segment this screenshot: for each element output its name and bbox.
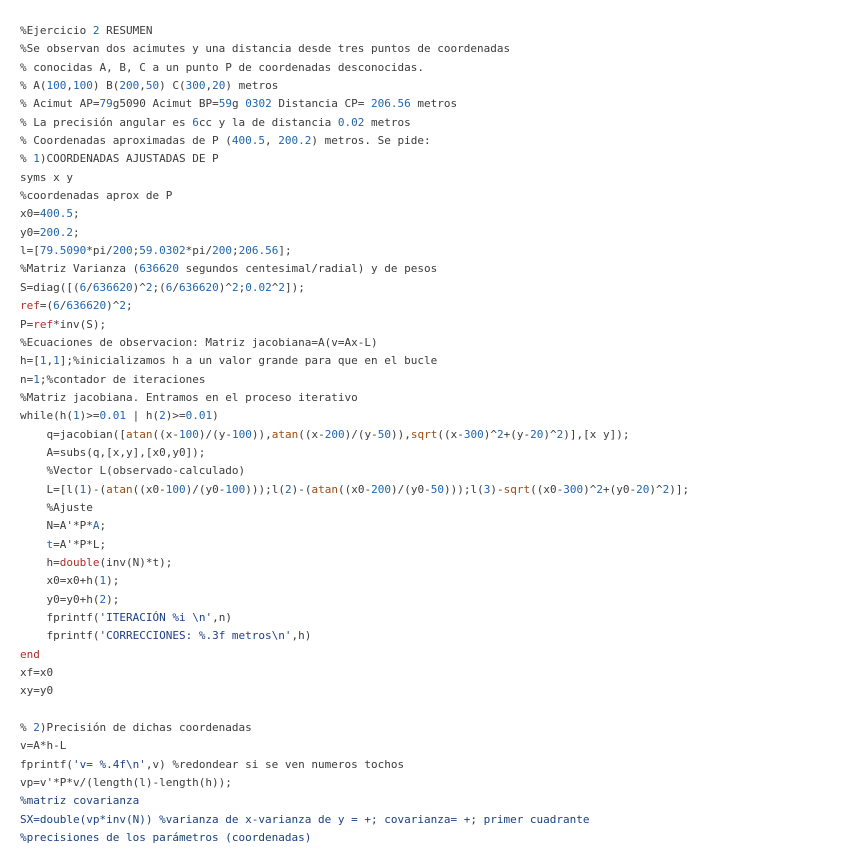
- code-line[interactable]: [20, 426, 840, 444]
- code-token: xy=y0: [20, 684, 54, 698]
- code-token: 20: [636, 482, 650, 496]
- code-token: segundos centesimal/radial) y de pesos: [178, 262, 438, 276]
- code-line[interactable]: [20, 389, 840, 407]
- code-token: )],[x y]);: [563, 427, 630, 441]
- code-token: %: [20, 152, 34, 166]
- code-token: 2: [496, 427, 504, 441]
- code-token: 2: [662, 482, 670, 496]
- code-line[interactable]: [20, 371, 840, 389]
- code-token: ((x-: [437, 427, 464, 441]
- code-token: g5090 Acimut BP=: [112, 97, 219, 111]
- code-token: ];: [278, 244, 292, 258]
- code-token: sqrt: [410, 427, 438, 441]
- code-area[interactable]: [20, 22, 840, 847]
- code-line[interactable]: [20, 205, 840, 223]
- code-line[interactable]: [20, 774, 840, 792]
- code-token: % A(: [20, 79, 47, 93]
- code-token: 1: [72, 409, 80, 423]
- code-token: %Ajuste: [20, 500, 93, 514]
- code-token: y0=: [20, 225, 40, 239]
- code-token: x0=: [20, 207, 40, 221]
- code-token: =(: [39, 299, 54, 313]
- code-line[interactable]: [20, 756, 840, 774]
- code-token: )/(y0-: [390, 482, 431, 496]
- code-line[interactable]: [20, 481, 840, 499]
- code-token: ^: [271, 280, 279, 294]
- code-token: 0302: [245, 97, 272, 111]
- code-token: Distancia CP=: [271, 97, 372, 111]
- code-token: % La precisión angular es: [20, 115, 193, 129]
- code-token: ;%contador de iteraciones: [39, 372, 206, 386]
- code-token: 59.0302: [139, 244, 186, 258]
- code-token: 2: [92, 24, 100, 37]
- code-token: S=diag([(: [20, 280, 80, 294]
- code-token: 206.56: [371, 97, 411, 111]
- code-token: end: [20, 647, 40, 661]
- code-token: 100: [178, 427, 199, 441]
- code-token: 2: [145, 280, 153, 294]
- code-token: /: [86, 280, 93, 294]
- code-token: )^: [583, 482, 597, 496]
- code-token: 1: [33, 152, 40, 166]
- code-line[interactable]: [20, 334, 840, 352]
- code-token: v=A*h-L: [20, 739, 67, 753]
- code-token: %coordenadas aprox de P: [20, 189, 173, 203]
- code-token: atan: [311, 482, 338, 496]
- code-token: 1: [33, 372, 40, 386]
- code-token: /: [59, 299, 67, 313]
- code-token: 0.02: [245, 280, 272, 294]
- code-token: 2: [278, 280, 285, 294]
- code-token: (inv(N)*t);: [99, 555, 173, 569]
- code-token: )COORDENADAS AJUSTADAS DE P: [39, 152, 219, 166]
- code-line[interactable]: [20, 646, 840, 664]
- code-line[interactable]: [20, 260, 840, 278]
- code-token: %Se observan dos acimutes y una distancia desde tres puntos de coordenadas: [20, 42, 511, 56]
- code-token: )-: [490, 482, 504, 496]
- code-token: ((x0-: [337, 482, 372, 496]
- code-token: 206.56: [238, 244, 279, 258]
- code-token: ) metros. Se pide:: [311, 134, 431, 148]
- code-token: ): [212, 409, 219, 423]
- code-token: 400.5: [39, 207, 73, 221]
- code-token: 0.01: [99, 409, 126, 423]
- code-token: )Precisión de dichas coordenadas: [39, 721, 252, 735]
- code-token: )/(y0-: [185, 482, 226, 496]
- code-token: ;: [73, 225, 80, 239]
- code-token: 20: [530, 427, 544, 441]
- code-token: q=jacobian([: [20, 427, 126, 441]
- code-line[interactable]: [20, 792, 840, 810]
- code-token: RESUMEN: [99, 24, 153, 37]
- code-token: )/(y-: [344, 427, 378, 441]
- code-token: 1: [99, 574, 107, 588]
- code-token: 79: [99, 97, 113, 111]
- code-token: A=subs(q,[x,y],[x0,y0]);: [20, 445, 206, 459]
- code-token: 79.5090: [39, 244, 87, 258]
- code-token: )),: [251, 427, 272, 441]
- code-token: atan: [271, 427, 299, 441]
- code-token: ((x0-: [132, 482, 166, 496]
- code-token: 50: [145, 79, 160, 93]
- code-line[interactable]: [20, 224, 840, 242]
- code-line[interactable]: [20, 627, 840, 645]
- code-line[interactable]: [20, 444, 840, 462]
- code-token: [20, 538, 47, 551]
- code-token: )-(: [86, 482, 107, 496]
- code-line[interactable]: [20, 829, 840, 847]
- code-token: )];: [669, 482, 690, 496]
- code-line[interactable]: [20, 40, 840, 58]
- code-token: 1: [79, 482, 87, 496]
- code-token: fprintf(: [20, 629, 100, 643]
- code-token: ,: [46, 354, 54, 368]
- code-token: vp=v'*P*v/(length(l)-length(h));: [20, 776, 232, 790]
- code-token: 200: [324, 427, 345, 441]
- code-line[interactable]: [20, 719, 840, 737]
- code-line[interactable]: [20, 316, 840, 334]
- code-line[interactable]: [20, 609, 840, 627]
- code-token: ,v) %redondear si se ven numeros tochos: [145, 757, 405, 771]
- code-token: 200: [119, 79, 140, 93]
- code-token: ) metros: [225, 79, 279, 93]
- code-token: ,: [265, 134, 279, 148]
- code-token: P=: [20, 317, 34, 331]
- code-token: )^: [218, 280, 232, 294]
- code-token: 200.2: [278, 134, 312, 148]
- code-token: ,n): [212, 611, 232, 624]
- code-line[interactable]: [20, 572, 840, 590]
- code-token: )^: [132, 280, 146, 294]
- code-token: h=: [20, 555, 60, 569]
- code-token: ) C(: [159, 79, 186, 93]
- code-token: double: [59, 555, 100, 569]
- code-line[interactable]: [20, 114, 840, 132]
- code-token: 50: [430, 482, 444, 496]
- code-token: )^: [649, 482, 663, 496]
- code-token: A: [92, 519, 100, 533]
- code-token: ,h): [291, 629, 312, 643]
- code-token: %Matriz jacobiana. Entramos en el proceso iterativo: [20, 390, 358, 404]
- code-token: cc y la de distancia: [198, 115, 338, 129]
- code-token: 200: [112, 244, 133, 258]
- code-token: 'CORRECCIONES: %.3f metros\n': [99, 629, 292, 643]
- code-token: 2: [99, 592, 107, 606]
- code-line[interactable]: [20, 59, 840, 77]
- code-token: metros: [410, 97, 458, 111]
- code-token: ,: [205, 79, 213, 93]
- code-line[interactable]: [20, 77, 840, 95]
- code-line[interactable]: [20, 187, 840, 205]
- code-token: )>=: [79, 409, 100, 423]
- code-token: 59: [218, 97, 232, 111]
- code-token: ref: [33, 317, 54, 331]
- code-token: 300: [563, 482, 584, 496]
- code-token: N=A'*P*: [20, 519, 93, 533]
- code-line[interactable]: [20, 242, 840, 260]
- code-token: 'ITERACIÓN %i \n': [99, 611, 213, 624]
- code-token: sqrt: [503, 482, 531, 496]
- code-token: ((x0-: [530, 482, 564, 496]
- code-line[interactable]: [20, 554, 840, 572]
- code-token: | h(: [125, 409, 160, 423]
- code-token: /: [172, 280, 179, 294]
- code-token: %Matriz Varianza (: [20, 262, 140, 276]
- code-token: 200: [371, 482, 391, 496]
- code-token: 3: [483, 482, 491, 496]
- code-token: L=[l(: [20, 482, 80, 496]
- code-token: 6: [165, 280, 173, 294]
- code-token: 2: [596, 482, 603, 496]
- code-token: )^: [543, 427, 557, 441]
- code-token: *pi/: [86, 244, 113, 258]
- code-token: SX=double(vp*inv(N)) %varianza de x-varianza de y = +; covarianza= +; primer cuadrante: [20, 812, 590, 826]
- code-line[interactable]: [20, 682, 840, 700]
- code-token: 'v= %.4f\n': [72, 757, 146, 771]
- code-token: 6: [192, 115, 199, 129]
- code-token: 400.5: [231, 134, 266, 148]
- code-token: atan: [106, 482, 133, 496]
- code-token: %precisiones de los parámetros (coordenadas): [20, 831, 312, 845]
- code-token: 100: [225, 482, 246, 496]
- code-token: %matriz covarianza: [20, 794, 140, 808]
- code-token: )),: [390, 427, 411, 441]
- code-token: )^: [106, 299, 120, 313]
- code-token: fprintf(: [20, 611, 100, 624]
- code-line[interactable]: [20, 95, 840, 113]
- code-token: g: [231, 97, 246, 111]
- code-token: ((x-: [152, 427, 179, 441]
- code-token: 636620: [66, 299, 107, 313]
- code-token: xf=x0: [20, 666, 54, 680]
- code-token: 636620: [139, 262, 179, 276]
- code-token: );: [106, 592, 120, 606]
- code-token: )^: [483, 427, 497, 441]
- code-token: fprintf(: [20, 757, 73, 771]
- code-token: 100: [231, 427, 252, 441]
- code-token: +(y0-: [602, 482, 637, 496]
- code-token: ;: [126, 299, 133, 313]
- code-token: %Ejercicio: [20, 24, 93, 37]
- code-line[interactable]: [20, 737, 840, 755]
- code-token: ref: [20, 299, 40, 313]
- code-token: syms x y: [20, 170, 73, 184]
- code-token: ;(: [152, 280, 166, 294]
- code-token: )));l(: [443, 482, 484, 496]
- code-token: 50: [377, 427, 391, 441]
- code-token: y0=y0+h(: [20, 592, 100, 606]
- code-token: 0.02: [337, 115, 365, 129]
- code-line[interactable]: [20, 169, 840, 187]
- code-token: 2: [231, 280, 239, 294]
- code-token: );: [106, 574, 120, 588]
- code-token: 200: [212, 244, 232, 258]
- code-token: 6: [79, 280, 87, 294]
- code-line[interactable]: [20, 150, 840, 168]
- code-token: % Acimut AP=: [20, 97, 100, 111]
- code-token: +(y-: [503, 427, 531, 441]
- code-token: 0.01: [185, 409, 213, 423]
- code-token: metros: [364, 115, 411, 129]
- code-token: 6: [53, 299, 60, 313]
- code-token: *inv(S);: [53, 317, 107, 331]
- code-token: )-(: [291, 482, 312, 496]
- code-line[interactable]: [20, 297, 840, 315]
- code-token: ;: [99, 519, 107, 533]
- code-token: ,: [139, 79, 146, 93]
- code-token: 300: [185, 79, 206, 93]
- code-token: 1: [53, 354, 60, 368]
- code-line[interactable]: [20, 407, 840, 425]
- code-token: l=[: [20, 244, 40, 258]
- code-line[interactable]: [20, 279, 840, 297]
- code-line[interactable]: [20, 536, 840, 554]
- code-token: ,: [66, 79, 73, 93]
- code-token: 2: [284, 482, 292, 496]
- code-token: 100: [73, 79, 93, 93]
- code-token: %Vector L(observado-calculado): [20, 464, 246, 478]
- code-token: % conocidas A, B, C a un punto P de coordenadas desconocidas.: [20, 60, 424, 74]
- code-token: n=: [20, 372, 34, 386]
- code-token: 636620: [92, 280, 133, 294]
- code-token: )));l(: [245, 482, 285, 496]
- code-token: %: [20, 721, 34, 735]
- code-line[interactable]: [20, 499, 840, 517]
- code-token: 200.2: [39, 225, 73, 239]
- code-token: 100: [165, 482, 186, 496]
- code-token: ;: [73, 207, 80, 221]
- code-line[interactable]: [20, 811, 840, 829]
- code-token: ) B(: [92, 79, 120, 93]
- code-token: atan: [125, 427, 153, 441]
- code-token: ;: [132, 244, 140, 258]
- code-token: while(h(: [20, 409, 73, 423]
- code-token: 100: [46, 79, 67, 93]
- code-token: 300: [463, 427, 484, 441]
- code-token: h=[: [20, 354, 40, 368]
- code-line[interactable]: [20, 462, 840, 480]
- code-token: x0=x0+h(: [20, 574, 100, 588]
- code-line[interactable]: [20, 664, 840, 682]
- code-token: )/(y-: [198, 427, 232, 441]
- code-token: 20: [212, 79, 226, 93]
- code-token: ((x-: [298, 427, 325, 441]
- code-line[interactable]: [20, 132, 840, 150]
- code-token: 2: [119, 299, 126, 313]
- code-token: ];%inicializamos h a un valor grande para que en el bucle: [59, 354, 438, 368]
- code-token: =A'*P*L;: [53, 537, 107, 551]
- code-token: *pi/: [185, 244, 213, 258]
- code-line[interactable]: [20, 701, 840, 719]
- code-line[interactable]: [20, 591, 840, 609]
- code-token: % Coordenadas aproximadas de P (: [20, 134, 232, 148]
- code-token: 2: [33, 721, 40, 735]
- code-token: 636620: [178, 280, 219, 294]
- code-token: ;: [231, 244, 239, 258]
- code-token: )>=: [165, 409, 186, 423]
- code-token: t: [46, 537, 54, 551]
- code-token: %Ecuaciones de observacion: Matriz jacobiana=A(v=Ax-L): [20, 335, 378, 349]
- code-token: 1: [39, 354, 47, 368]
- code-token: 2: [556, 427, 564, 441]
- code-token: ;: [238, 280, 246, 294]
- code-line[interactable]: [20, 22, 840, 40]
- code-line[interactable]: [20, 517, 840, 535]
- code-line[interactable]: [20, 352, 840, 370]
- code-token: ]);: [284, 280, 305, 294]
- code-token: 2: [159, 409, 166, 423]
